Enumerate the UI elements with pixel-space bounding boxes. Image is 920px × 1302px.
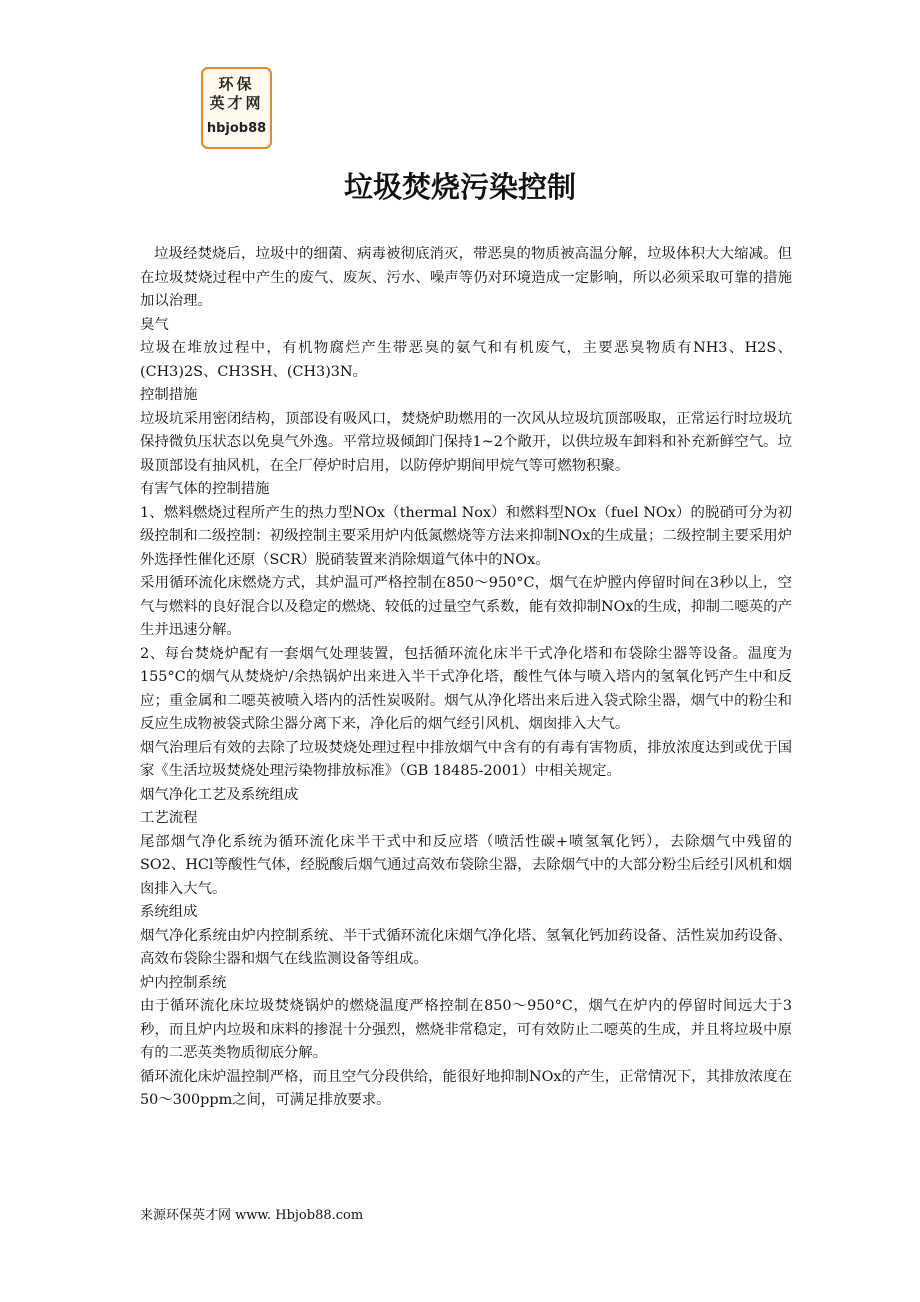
paragraph: 烟气治理后有效的去除了垃圾焚烧处理过程中排放烟气中含有的有毒有害物质，排放浓度达到或优于国家《生活垃圾焚烧处理污染物排放标准》（GB 18485-2001）中相关规定。 bbox=[140, 739, 792, 779]
footer-source: 来源环保英才网 www. Hbjob88.com bbox=[140, 1208, 364, 1223]
paragraph: 烟气净化系统由炉内控制系统、半干式循环流化床烟气净化塔、氢氧化钙加药设备、活性炭加药设备、高效布袋除尘器和烟气在线监测设备等组成。 bbox=[140, 927, 792, 967]
paragraph: 尾部烟气净化系统为循环流化床半干式中和反应塔（喷活性碳+喷氢氧化钙），去除烟气中残留的SO2、HCl等酸性气体，经脱酸后烟气通过高效布袋除尘器，去除烟气中的大部分粉尘后经引风机和烟囱排入大气。 bbox=[140, 833, 792, 897]
heading-flue-gas-purification: 烟气净化工艺及系统组成 bbox=[140, 786, 299, 803]
paragraph: 垃圾坑采用密闭结构，顶部设有吸风口，焚烧炉助燃用的一次风从垃圾坑顶部吸取，正常运行时垃圾坑保持微负压状态以免臭气外逸。平常垃圾倾卸门保持1~2个敞开，以供垃圾车卸料和补充新鲜空气。垃圾顶部设有抽风机，在全厂停炉时启用，以防停炉期间甲烷气等可燃物积聚。 bbox=[140, 410, 792, 474]
paragraph: 1、燃料燃烧过程所产生的热力型NOx（thermal Nox）和燃料型NOx（fuel NOx）的脱硝可分为初级控制和二级控制：初级控制主要采用炉内低氮燃烧等方法来抑制NOx的生成量；二级控制主要采用炉外选择性催化还原（SCR）脱硝装置来消除烟道气体中的NOx。 bbox=[140, 504, 792, 568]
document-body bbox=[140, 243, 792, 1113]
paragraph: 垃圾在堆放过程中，有机物腐烂产生带恶臭的氨气和有机废气，主要恶臭物质有NH3、H2S、(CH3)2S、CH3SH、(CH3)3N。 bbox=[140, 340, 792, 380]
heading-process-flow: 工艺流程 bbox=[140, 810, 198, 826]
heading-odor: 臭气 bbox=[140, 316, 169, 333]
heading-harmful-gas: 有害气体的控制措施 bbox=[140, 481, 270, 497]
paragraph: 采用循环流化床燃烧方式，其炉温可严格控制在850～950°C，烟气在炉膛内停留时间在3秒以上，空气与燃料的良好混合以及稳定的燃烧、较低的过量空气系数，能有效抑制NOx的生成，抑制二噁英的产生并迅速分解。 bbox=[140, 575, 792, 638]
logo-line-2: 英才网 bbox=[209, 94, 264, 112]
heading-system-composition: 系统组成 bbox=[140, 904, 198, 920]
paragraph: 2、每台焚烧炉配有一套烟气处理装置，包括循环流化床半干式净化塔和布袋除尘器等设备。温度为155°C的烟气从焚烧炉/余热锅炉出来进入半干式净化塔，酸性气体与喷入塔内的氢氧化钙产生中和反应；重金属和二噁英被喷入塔内的活性炭吸附。烟气从净化塔出来后进入袋式除尘器，烟气中的粉尘和反应生成物被袋式除尘器分离下来，净化后的烟气经引风机、烟囱排入大气。 bbox=[140, 645, 792, 732]
document-title: 垃圾焚烧污染控制 bbox=[343, 170, 576, 204]
logo-line-1: 环保 bbox=[218, 75, 255, 93]
paragraph-intro: 垃圾经焚烧后，垃圾中的细菌、病毒被彻底消灭，带恶臭的物质被高温分解，垃圾体积大大缩减。但在垃圾焚烧过程中产生的废气、废灰、污水、噪声等仍对环境造成一定影响，所以必须采取可靠的措施加以治理。 bbox=[140, 246, 792, 309]
hbjob88-logo bbox=[201, 67, 272, 149]
heading-control-measures: 控制措施 bbox=[140, 387, 198, 403]
heading-furnace-control: 炉内控制系统 bbox=[140, 974, 227, 991]
paragraph: 循环流化床炉温控制严格，而且空气分段供给，能很好地抑制NOx的产生，正常情况下，其排放浓度在50～300ppm之间，可满足排放要求。 bbox=[140, 1068, 792, 1108]
paragraph: 由于循环流化床垃圾焚烧锅炉的燃烧温度严格控制在850～950°C，烟气在炉内的停留时间远大于3秒，而且炉内垃圾和床料的掺混十分强烈，燃烧非常稳定，可有效防止二噁英的生成，并且将垃圾中原有的二恶英类物质彻底分解。 bbox=[140, 998, 792, 1061]
logo-line-3: hbjob88 bbox=[206, 121, 267, 136]
